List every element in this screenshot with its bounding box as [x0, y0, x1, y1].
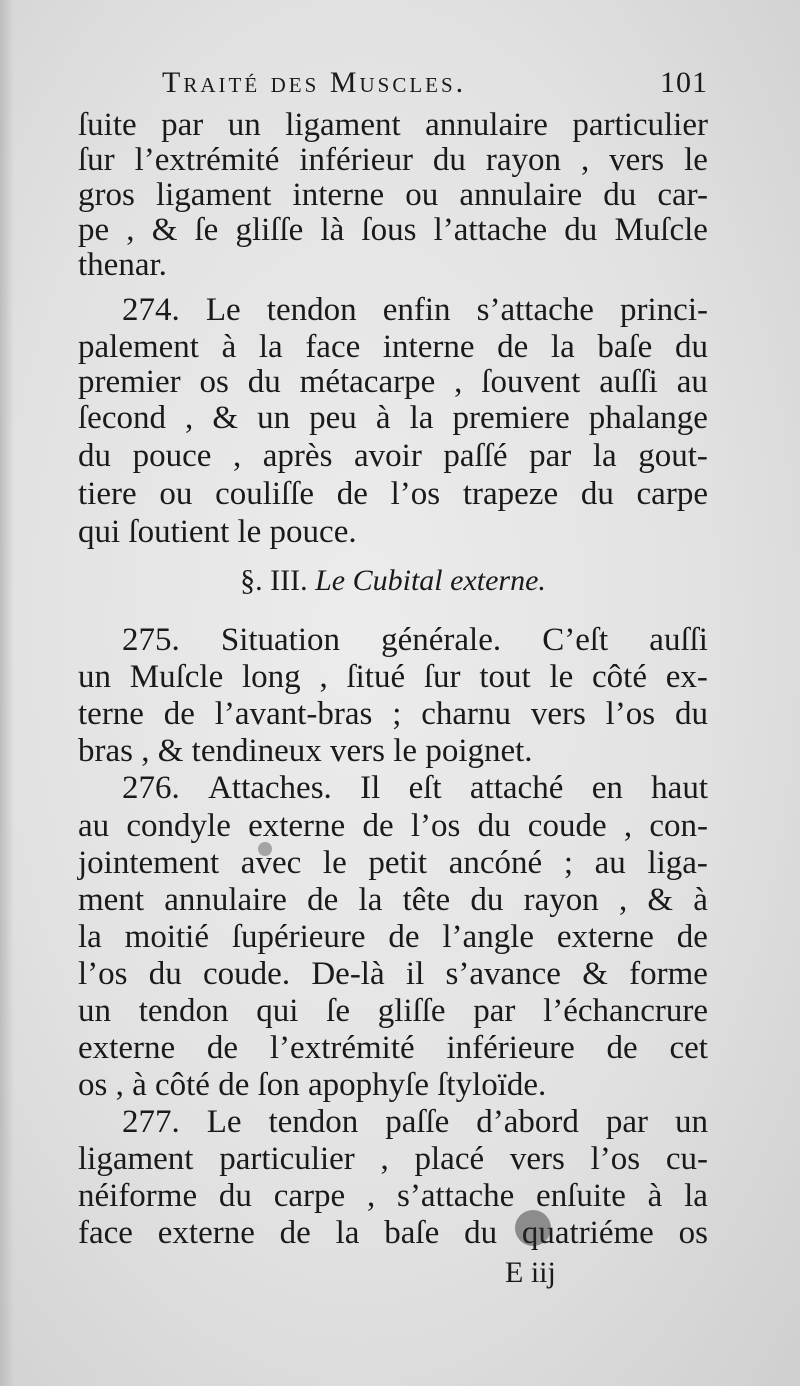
- word: annulaire: [425, 107, 548, 143]
- word: moitié: [124, 919, 209, 955]
- word: tout: [479, 659, 531, 695]
- word: la: [409, 400, 434, 436]
- text-line: [78, 1180, 708, 1216]
- word: du: [148, 956, 182, 992]
- word: ,: [366, 1178, 376, 1214]
- word: ,: [232, 438, 242, 474]
- text-line: os , à côté de ſon apophyſe ſtyloïde.: [78, 1067, 547, 1103]
- word: externe: [78, 1030, 176, 1066]
- word: l’échancrure: [543, 993, 708, 1029]
- word: attaché: [469, 770, 564, 806]
- text-line: [78, 366, 708, 402]
- word: de: [497, 329, 529, 365]
- word: ,: [185, 400, 194, 436]
- word: C’eſt: [542, 622, 609, 658]
- word: gros: [78, 177, 135, 213]
- word: carpe: [273, 1178, 346, 1214]
- running-header: [162, 66, 708, 106]
- word: un: [674, 1104, 708, 1140]
- word: le: [322, 845, 347, 881]
- word: côté: [592, 659, 647, 695]
- word: à: [647, 1178, 663, 1214]
- word: eſt: [408, 770, 442, 806]
- word: en: [591, 770, 623, 806]
- word: la: [550, 329, 575, 365]
- word: l’extrémité: [134, 142, 280, 178]
- text-line: [78, 995, 708, 1031]
- ink-blot: [258, 842, 272, 856]
- word: inférieure: [446, 1030, 575, 1066]
- word: gout-: [638, 438, 708, 474]
- word: inférieur: [299, 142, 413, 178]
- word: ſecond: [78, 400, 166, 436]
- word: du: [464, 1215, 498, 1251]
- word: Muſcle: [129, 659, 224, 695]
- word: ,: [454, 364, 463, 400]
- word: du: [78, 438, 111, 474]
- word: forme: [629, 956, 708, 992]
- word: Le: [205, 292, 241, 328]
- word: liga-: [647, 845, 708, 881]
- word: 276.: [122, 770, 180, 806]
- word: ſitué: [346, 659, 406, 695]
- text-line: [78, 698, 708, 734]
- word: tendon: [266, 292, 357, 328]
- text-line: [78, 661, 708, 697]
- word: un: [257, 400, 291, 436]
- word: baſe: [597, 329, 653, 365]
- word: ſous: [361, 212, 417, 248]
- word: du: [477, 808, 511, 844]
- word: de: [206, 1030, 239, 1066]
- running-title: Traité des Muscles.: [162, 66, 467, 99]
- word: avec: [240, 845, 302, 881]
- text-line: [78, 440, 708, 476]
- text-line: qui ſoutient le pouce.: [78, 514, 357, 550]
- word: de: [163, 696, 195, 732]
- word: rayon: [523, 882, 599, 918]
- word: ſe: [194, 212, 219, 248]
- word: de: [606, 1030, 638, 1066]
- word: l’attache: [433, 212, 548, 248]
- word: le: [549, 659, 574, 695]
- word: particulier: [572, 107, 708, 143]
- word: Muſcle: [614, 212, 708, 248]
- word: princi-: [620, 292, 708, 328]
- word: petit: [368, 845, 428, 881]
- word: au: [78, 808, 110, 844]
- word: un: [78, 993, 111, 1029]
- word: l’os: [605, 696, 656, 732]
- word: Situation: [220, 622, 341, 658]
- word: tiere: [78, 476, 137, 512]
- word: métacarpe: [299, 364, 436, 400]
- page-number: 101: [660, 66, 708, 99]
- word: du: [218, 1178, 252, 1214]
- word: 277.: [122, 1104, 180, 1140]
- word: haut: [651, 770, 708, 806]
- word: premiere: [452, 400, 570, 436]
- word: vers: [509, 1141, 565, 1177]
- word: l’os: [78, 956, 128, 992]
- word: l’os: [410, 808, 461, 844]
- word: interne: [382, 329, 475, 365]
- word: annulaire: [164, 882, 287, 918]
- word: l’extrémité: [269, 1030, 415, 1066]
- word: ,: [126, 212, 135, 248]
- text-line: [78, 331, 708, 367]
- word: du: [470, 882, 504, 918]
- word: condyle: [126, 808, 231, 844]
- paragraph-274-start: [122, 294, 708, 330]
- word: par: [605, 1104, 648, 1140]
- word: du: [564, 212, 598, 248]
- section-heading: [78, 566, 708, 596]
- word: ligament: [78, 1141, 194, 1177]
- word: la: [684, 1178, 708, 1214]
- word: car-: [657, 177, 708, 213]
- signature-mark: E iij: [505, 1256, 556, 1289]
- word: ,: [618, 882, 628, 918]
- word: par: [161, 107, 204, 143]
- word: de: [676, 919, 708, 955]
- word: ,: [319, 659, 328, 695]
- word: ancóné: [448, 845, 543, 881]
- word: tendon: [138, 993, 229, 1029]
- paragraph-277-start: [122, 1106, 708, 1142]
- word: s’attache: [476, 292, 594, 328]
- word: ,: [623, 808, 633, 844]
- text-line: [78, 847, 708, 883]
- word: de: [307, 882, 339, 918]
- word: gliſſe: [235, 212, 304, 248]
- word: con-: [649, 808, 708, 844]
- word: la: [592, 438, 617, 474]
- word: la: [335, 1215, 360, 1251]
- word: l’os: [590, 1141, 641, 1177]
- word: la: [358, 882, 383, 918]
- word: auſſi: [599, 364, 658, 400]
- text-line: [78, 958, 708, 994]
- word: néiforme: [78, 1178, 198, 1214]
- word: terne: [78, 696, 144, 732]
- word: du: [603, 177, 637, 213]
- word: vers: [530, 696, 586, 732]
- section-number: §. III.: [240, 564, 308, 597]
- word: ſur: [423, 659, 461, 695]
- word: après: [262, 438, 333, 474]
- word: au: [676, 364, 708, 400]
- word: pe: [78, 212, 110, 248]
- word: l’angle: [442, 919, 535, 955]
- word: le: [684, 142, 708, 178]
- text-line: [78, 810, 708, 846]
- text-line: [78, 144, 708, 180]
- word: premier: [78, 364, 181, 400]
- word: d’abord: [476, 1104, 579, 1140]
- word: cu-: [665, 1141, 708, 1177]
- word: rayon: [485, 142, 561, 178]
- word: couliſſe: [215, 476, 315, 512]
- word: à: [221, 329, 237, 365]
- word: os: [678, 1215, 708, 1251]
- word: &: [212, 400, 239, 436]
- word: peu: [309, 400, 357, 436]
- word: Il: [360, 770, 381, 806]
- word: de: [362, 808, 394, 844]
- word: un: [227, 107, 261, 143]
- word: &: [582, 956, 608, 992]
- word: particulier: [219, 1141, 355, 1177]
- word: externe: [556, 919, 654, 955]
- page-gutter-shadow: [0, 0, 14, 1386]
- word: enſuite: [536, 1178, 626, 1214]
- word: ſe: [326, 993, 350, 1029]
- text-line: [78, 402, 708, 438]
- word: externe: [157, 1215, 255, 1251]
- word: au: [594, 845, 626, 881]
- word: de: [336, 476, 368, 512]
- word: Attaches.: [208, 770, 332, 806]
- word: par: [529, 438, 572, 474]
- text-line: thenar.: [78, 247, 167, 283]
- word: ſouvent: [481, 364, 581, 400]
- word: trapeze: [462, 476, 559, 512]
- word: l’os: [390, 476, 441, 512]
- text-line: [78, 884, 708, 920]
- word: baſe: [384, 1215, 440, 1251]
- word: ,: [580, 142, 590, 178]
- word: ;: [392, 696, 402, 732]
- word: quatriéme: [521, 1215, 654, 1251]
- word: ou: [405, 177, 439, 213]
- word: &: [647, 882, 674, 918]
- word: externe: [248, 808, 346, 844]
- word: &: [151, 212, 178, 248]
- paragraph-276-start: [122, 772, 708, 808]
- word: ex-: [665, 659, 708, 695]
- word: à: [693, 882, 708, 918]
- word: face: [305, 329, 361, 365]
- word: pouce: [132, 438, 212, 474]
- word: avoir: [354, 438, 422, 474]
- word: annulaire: [459, 177, 583, 213]
- word: enfin: [382, 292, 451, 328]
- word: s’attache: [396, 1178, 515, 1214]
- word: l’avant-bras: [214, 696, 373, 732]
- text-line: [78, 478, 708, 514]
- text-line: [78, 921, 708, 957]
- text-line: [78, 1143, 708, 1179]
- word: ligament: [155, 177, 272, 213]
- word: ſur: [78, 142, 115, 178]
- word: de: [388, 919, 420, 955]
- word: paſſe: [385, 1104, 450, 1140]
- word: ligament: [285, 107, 401, 143]
- word: os: [199, 364, 229, 400]
- word: qui: [256, 993, 299, 1029]
- word: par: [473, 993, 516, 1029]
- word: un: [78, 659, 111, 695]
- word: coude: [527, 808, 607, 844]
- word: tête: [402, 882, 451, 918]
- word: du: [247, 364, 281, 400]
- word: là: [320, 212, 345, 248]
- word: gliſſe: [377, 993, 446, 1029]
- word: long: [242, 659, 301, 695]
- word: carpe: [636, 476, 708, 512]
- paragraph-275-start: [122, 624, 708, 660]
- word: 275.: [122, 622, 180, 658]
- word: tendon: [268, 1104, 359, 1140]
- section-title: Le Cubital externe.: [315, 564, 546, 597]
- word: cet: [669, 1030, 708, 1066]
- text-line: [78, 214, 708, 250]
- word: du: [674, 329, 708, 365]
- word: De-là: [311, 956, 385, 992]
- word: placé: [414, 1141, 485, 1177]
- word: ſupérieure: [231, 919, 366, 955]
- word: ,: [380, 1141, 389, 1177]
- word: ;: [563, 845, 573, 881]
- word: du: [432, 142, 466, 178]
- text-line: [78, 179, 708, 215]
- word: générale.: [381, 622, 502, 658]
- word: auſſi: [649, 622, 708, 658]
- word: phalange: [588, 400, 708, 436]
- word: Le: [206, 1104, 242, 1140]
- word: vers: [609, 142, 665, 178]
- word: coude.: [203, 956, 291, 992]
- word: interne: [292, 177, 385, 213]
- word: jointement: [78, 845, 220, 881]
- text-line: [78, 1032, 708, 1068]
- word: la: [78, 919, 102, 955]
- word: ou: [159, 476, 193, 512]
- word: palement: [78, 329, 199, 365]
- word: du: [580, 476, 614, 512]
- word: ment: [78, 882, 144, 918]
- word: 274.: [122, 292, 180, 328]
- word: du: [674, 696, 708, 732]
- word: la: [258, 329, 283, 365]
- text-line: bras , & tendineux vers le poignet.: [78, 733, 533, 769]
- text-line: [78, 1217, 708, 1253]
- word: il: [405, 956, 425, 992]
- text-line: [78, 109, 708, 145]
- ink-blot: [515, 1210, 551, 1246]
- word: charnu: [421, 696, 511, 732]
- word: face: [78, 1215, 133, 1251]
- word: de: [279, 1215, 311, 1251]
- word: paſſé: [443, 438, 508, 474]
- word: ſuite: [78, 107, 137, 143]
- word: s’avance: [445, 956, 561, 992]
- word: à: [375, 400, 391, 436]
